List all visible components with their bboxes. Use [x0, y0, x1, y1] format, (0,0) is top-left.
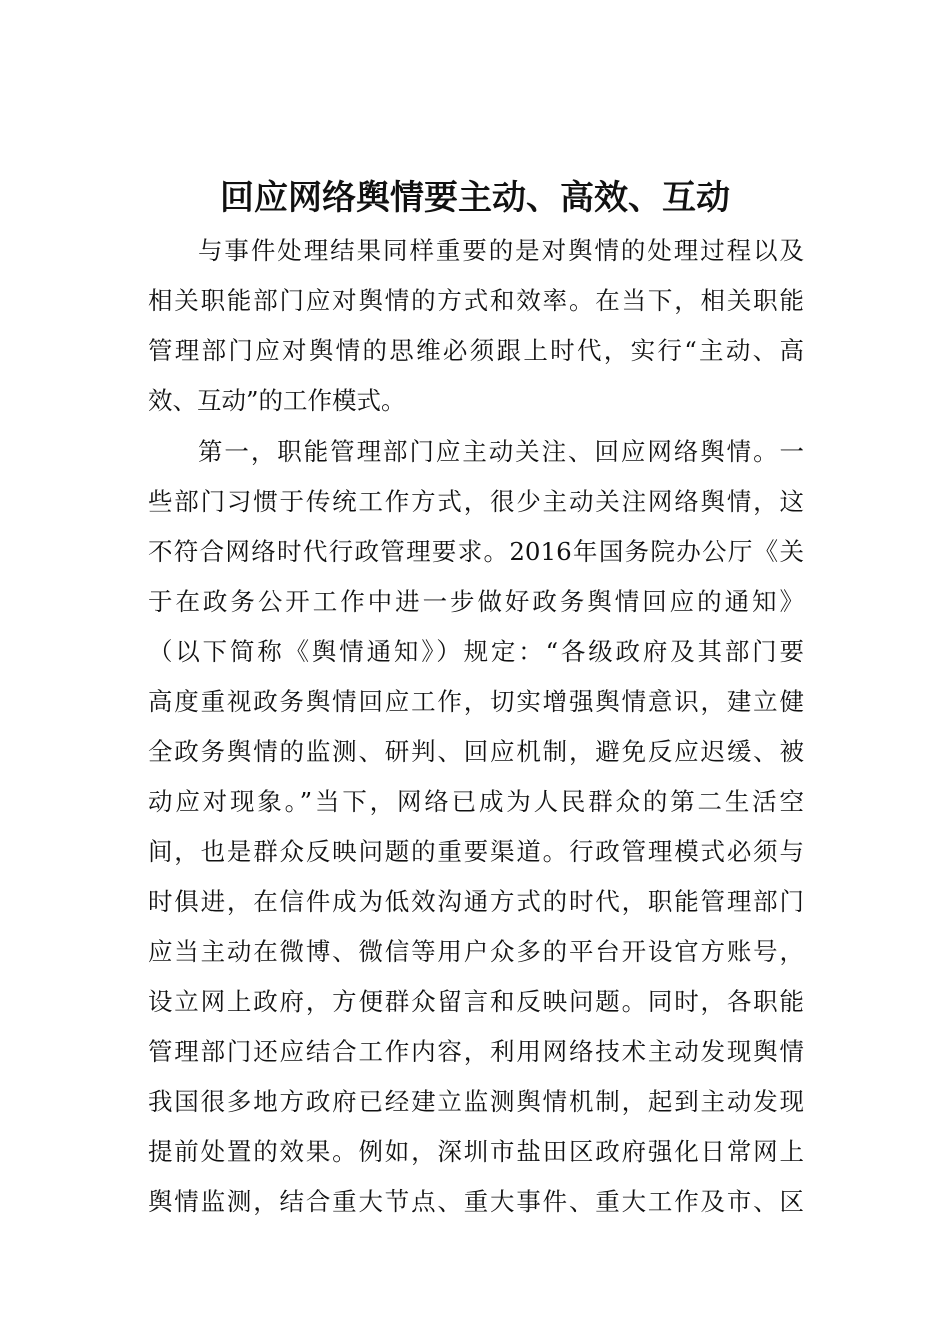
- paragraph-line: 提前处置的效果。例如，深圳市盐田区政府强化日常网上: [148, 1137, 804, 1166]
- paragraph-line: 第一，职能管理部门应主动关注、回应网络舆情。一: [198, 437, 804, 466]
- paragraph-line: 些部门习惯于传统工作方式，很少主动关注网络舆情，这: [148, 487, 804, 516]
- paragraph-line: 高度重视政务舆情回应工作，切实增强舆情意识，建立健: [148, 687, 804, 716]
- paragraph-line: 相关职能部门应对舆情的方式和效率。在当下，相关职能: [148, 286, 804, 315]
- paragraph-line: （以下简称《舆情通知》）规定：“各级政府及其部门要: [148, 637, 804, 666]
- paragraph-line: 不符合网络时代行政管理要求。2016年国务院办公厅《关: [148, 537, 804, 566]
- paragraph-line: 效、互动”的工作模式。: [148, 386, 406, 415]
- paragraph-line: 舆情监测，结合重大节点、重大事件、重大工作及市、区: [148, 1187, 804, 1216]
- paragraph-line: 动应对现象。”当下，网络已成为人民群众的第二生活空: [148, 787, 804, 816]
- paragraph-line: 全政务舆情的监测、研判、回应机制，避免反应迟缓、被: [148, 737, 804, 766]
- paragraph-line: 于在政务公开工作中进一步做好政务舆情回应的通知》: [148, 587, 804, 616]
- paragraph-line: 设立网上政府，方便群众留言和反映问题。同时，各职能: [148, 987, 804, 1016]
- document-title: 回应网络舆情要主动、高效、互动: [220, 178, 730, 218]
- paragraph-line: 与事件处理结果同样重要的是对舆情的处理过程以及: [198, 236, 804, 265]
- paragraph-line: 管理部门还应结合工作内容，利用网络技术主动发现舆情: [148, 1037, 804, 1066]
- paragraph-line: 管理部门应对舆情的思维必须跟上时代，实行“主动、高: [148, 336, 804, 365]
- paragraph-line: 我国很多地方政府已经建立监测舆情机制，起到主动发现: [148, 1087, 804, 1116]
- paragraph-line: 应当主动在微博、微信等用户众多的平台开设官方账号，: [148, 937, 804, 966]
- paragraph-line: 时俱进，在信件成为低效沟通方式的时代，职能管理部门: [148, 887, 804, 916]
- paragraph-line: 间，也是群众反映问题的重要渠道。行政管理模式必须与: [148, 837, 804, 866]
